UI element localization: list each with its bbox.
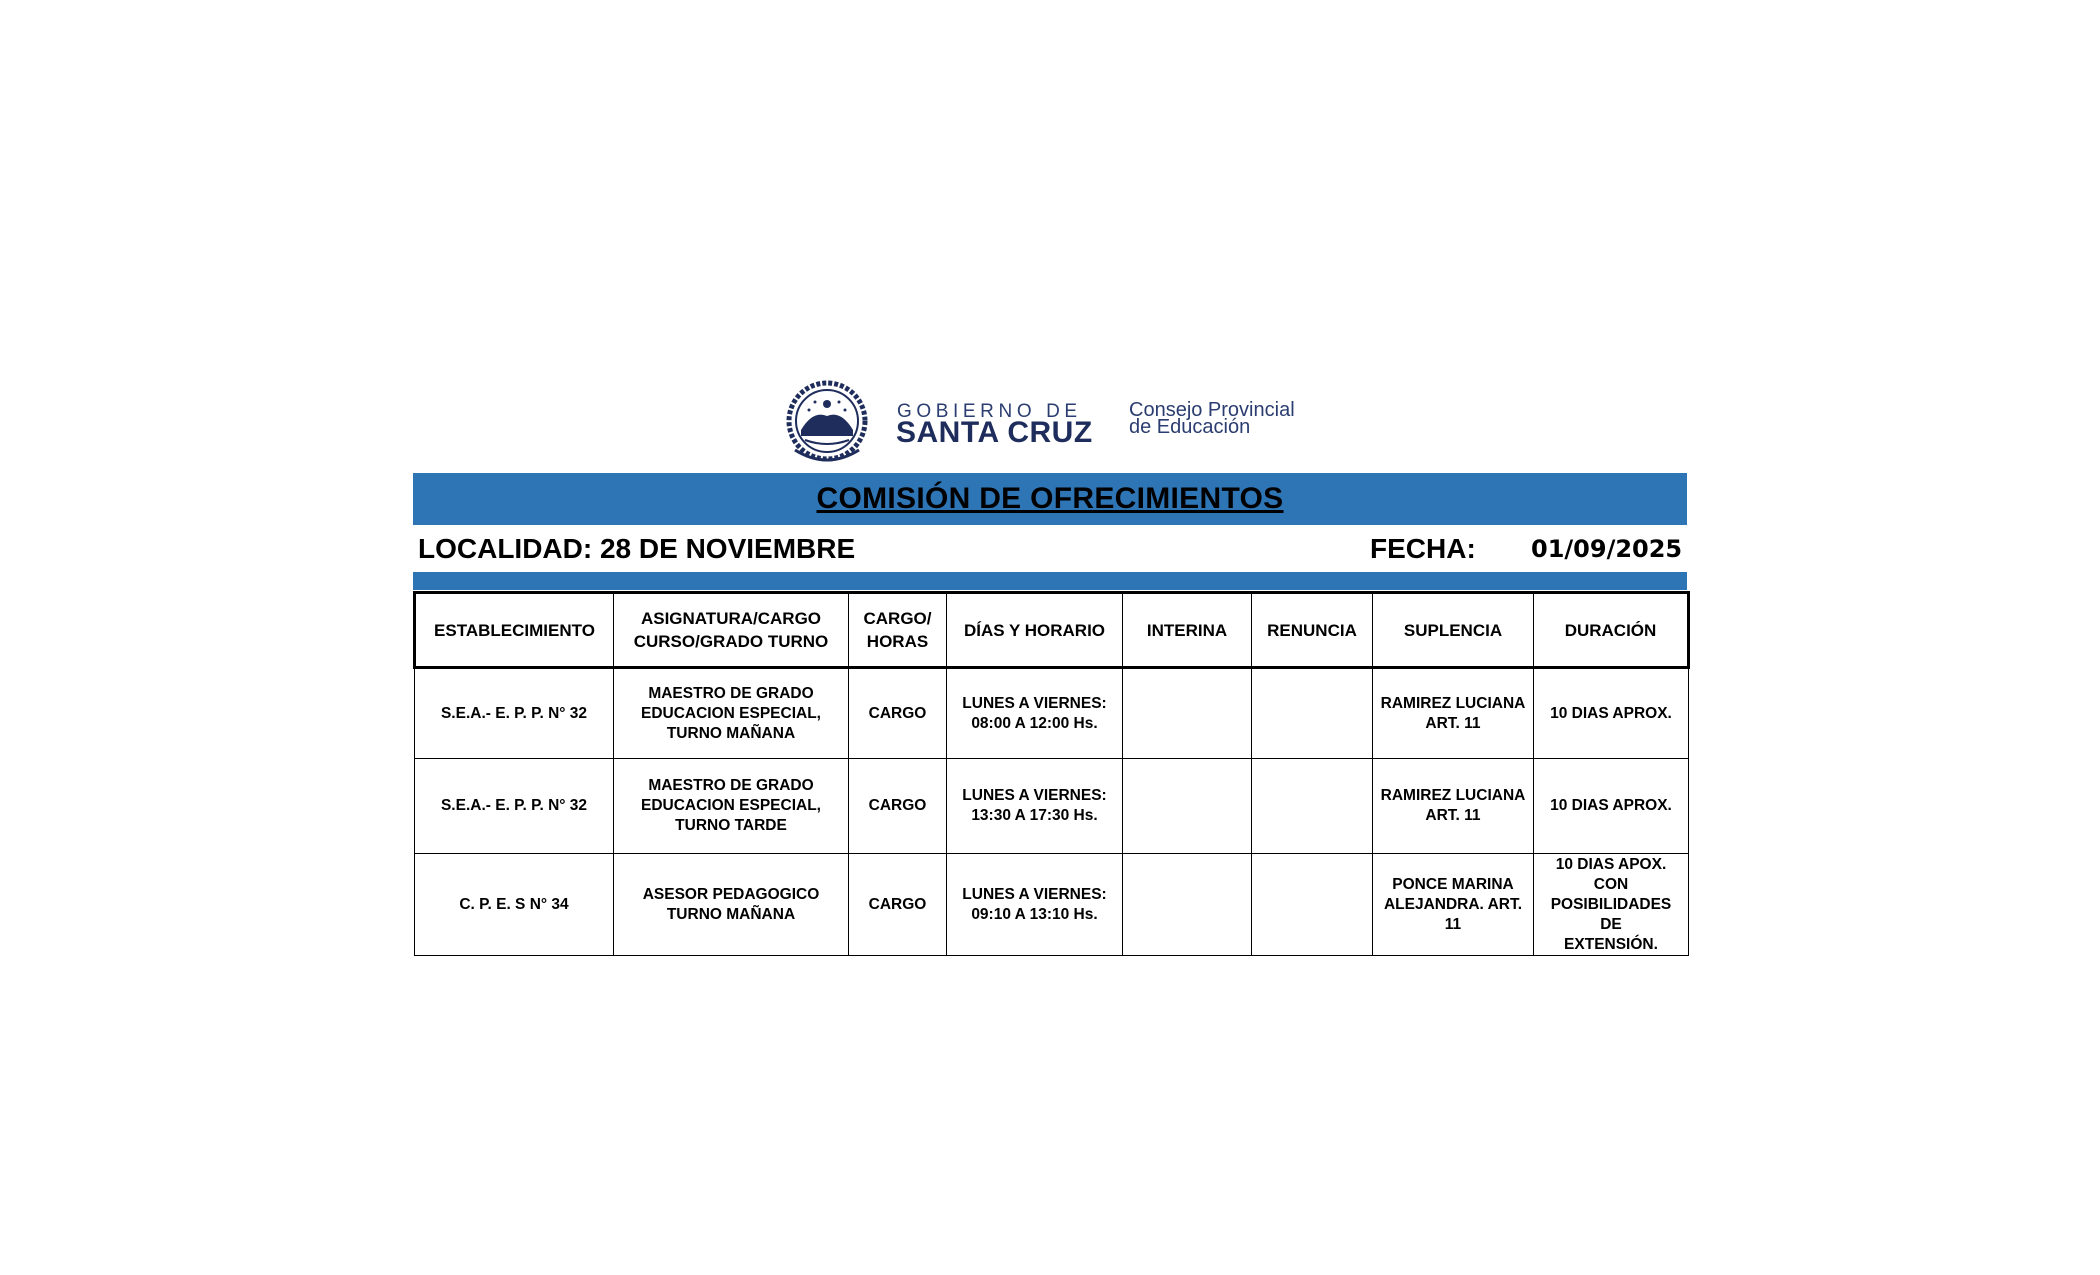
- header-asignatura: ASIGNATURA/CARGO CURSO/GRADO TURNO: [614, 593, 849, 668]
- header-renuncia: RENUNCIA: [1252, 593, 1373, 668]
- header-cargo-horas: CARGO/ HORAS: [849, 593, 947, 668]
- cell-asignatura: MAESTRO DE GRADO EDUCACION ESPECIAL, TURNO MAÑANA: [614, 668, 849, 759]
- cell-establecimiento: C. P. E. S N° 34: [415, 854, 614, 956]
- cell-establecimiento: S.E.A.- E. P. P. N° 32: [415, 668, 614, 759]
- cell-suplencia: RAMIREZ LUCIANA ART. 11: [1373, 668, 1534, 759]
- cell-dias-horario: LUNES A VIERNES: 09:10 A 13:10 Hs.: [947, 854, 1123, 956]
- localidad-label: LOCALIDAD: 28 DE NOVIEMBRE: [418, 533, 856, 564]
- cell-duracion: 10 DIAS APROX.: [1534, 759, 1689, 854]
- council-line-1: Consejo Provincial: [1129, 399, 1295, 421]
- location-date-row: [413, 527, 1687, 571]
- cell-cargo-horas: CARGO: [849, 668, 947, 759]
- cell-interina: [1123, 854, 1252, 956]
- cell-renuncia: [1252, 854, 1373, 956]
- cell-dias-horario: LUNES A VIERNES: 13:30 A 17:30 Hs.: [947, 759, 1123, 854]
- cell-establecimiento: S.E.A.- E. P. P. N° 32: [415, 759, 614, 854]
- santa-cruz-seal-icon: [785, 380, 869, 462]
- cell-duracion: 10 DIAS APROX.: [1534, 668, 1689, 759]
- cell-dias-horario: LUNES A VIERNES: 08:00 A 12:00 Hs.: [947, 668, 1123, 759]
- header-dias-horario: DÍAS Y HORARIO: [947, 593, 1123, 668]
- fecha-label: FECHA:: [1370, 533, 1476, 564]
- cell-cargo-horas: CARGO: [849, 854, 947, 956]
- table-header-row: [415, 593, 1689, 668]
- cell-asignatura: MAESTRO DE GRADO EDUCACION ESPECIAL, TURNO TARDE: [614, 759, 849, 854]
- fecha-value: 01/09/2025: [1531, 535, 1683, 563]
- cell-cargo-horas: CARGO: [849, 759, 947, 854]
- header-establecimiento: ESTABLECIMIENTO: [415, 593, 614, 668]
- offers-table: [413, 591, 1690, 956]
- cell-asignatura: ASESOR PEDAGOGICO TURNO MAÑANA: [614, 854, 849, 956]
- government-line-1: GOBIERNO DE: [897, 401, 1082, 422]
- cell-renuncia: [1252, 759, 1373, 854]
- header-duracion: DURACIÓN: [1534, 593, 1689, 668]
- divider-band: [413, 572, 1687, 590]
- table-row: [415, 668, 1689, 759]
- cell-duracion: 10 DIAS APOX. CON POSIBILIDADES DE EXTENSIÓN.: [1534, 854, 1689, 956]
- council-line-2: de Educación: [1129, 416, 1251, 438]
- government-line-2: SANTA CRUZ: [896, 416, 1093, 449]
- cell-suplencia: RAMIREZ LUCIANA ART. 11: [1373, 759, 1534, 854]
- table-row: [415, 854, 1689, 956]
- cell-suplencia: PONCE MARINA ALEJANDRA. ART. 11: [1373, 854, 1534, 956]
- title-band: [413, 473, 1687, 525]
- cell-interina: [1123, 668, 1252, 759]
- cell-renuncia: [1252, 668, 1373, 759]
- page-title: COMISIÓN DE OFRECIMIENTOS: [816, 482, 1284, 515]
- cell-interina: [1123, 759, 1252, 854]
- header-logo: [785, 380, 1325, 462]
- table-row: [415, 759, 1689, 854]
- header-interina: INTERINA: [1123, 593, 1252, 668]
- header-suplencia: SUPLENCIA: [1373, 593, 1534, 668]
- council-name: [1129, 399, 1295, 438]
